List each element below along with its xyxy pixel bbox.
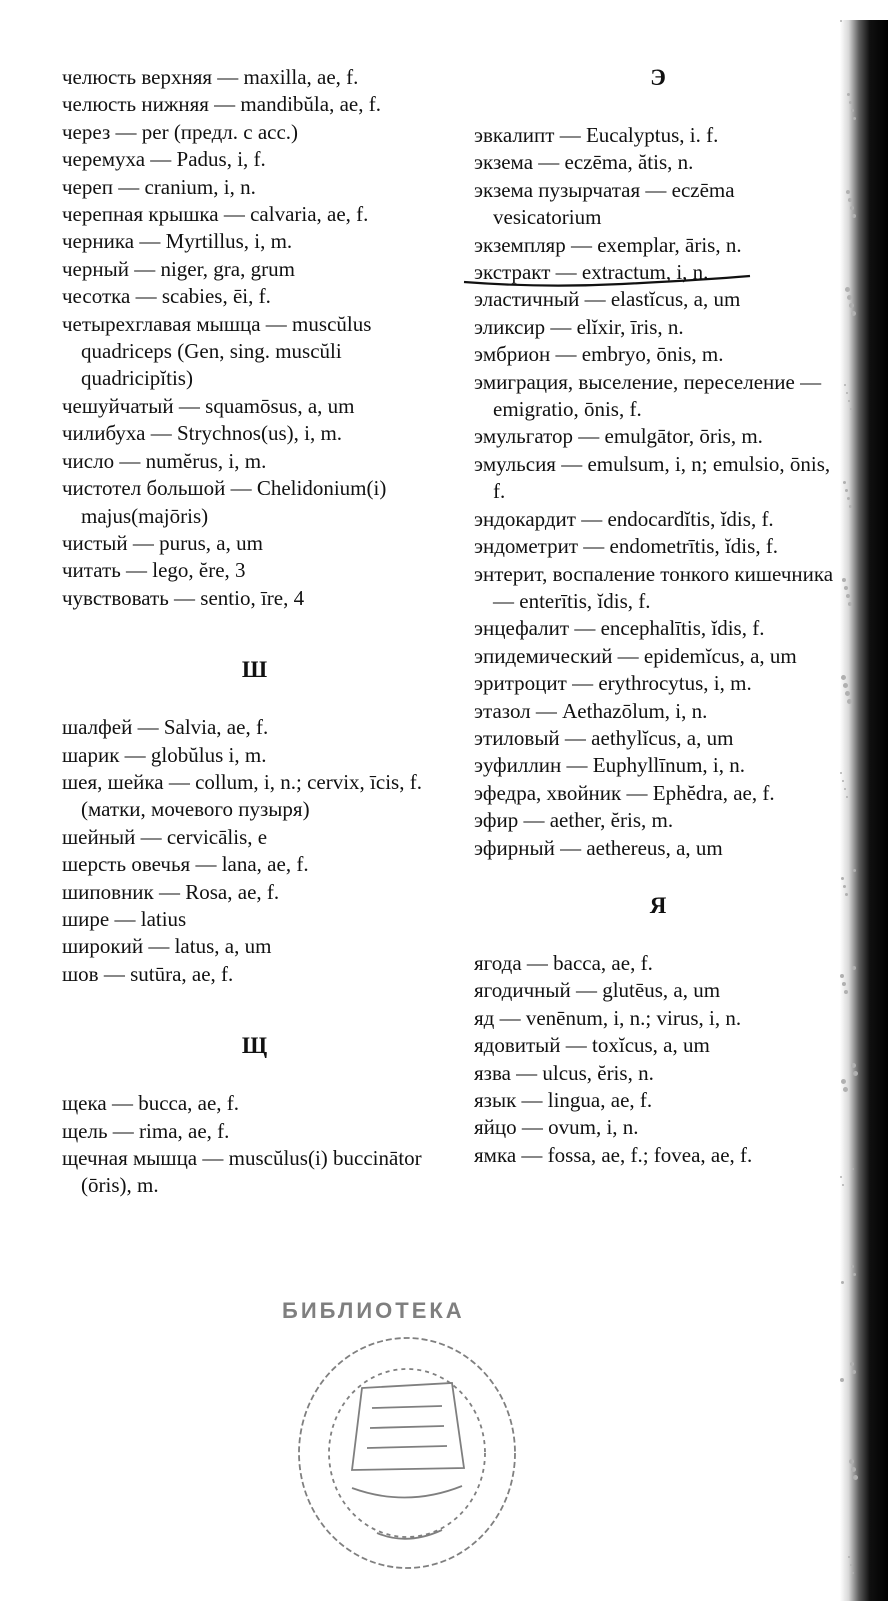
scan-noise-speck — [846, 796, 848, 798]
scan-noise-speck — [847, 699, 852, 704]
dictionary-entry: эликсир — elĭxir, īris, n. — [474, 314, 684, 339]
dictionary-entry: эпидемический — epidemĭcus, a, um — [474, 643, 797, 668]
scan-noise-speck — [848, 602, 852, 606]
scan-noise-speck — [844, 788, 846, 790]
scan-noise-speck — [846, 392, 848, 394]
scan-noise-speck — [840, 1378, 844, 1382]
scan-noise-speck — [843, 1087, 848, 1092]
scan-noise-speck — [844, 586, 848, 590]
scan-noise-speck — [851, 1265, 854, 1268]
dictionary-entry: яйцо — ovum, i, n. — [474, 1115, 639, 1140]
dictionary-entry: чилибуха — Strychnos(us), i, m. — [62, 421, 343, 446]
dictionary-entry: эмульсия — emulsum, i, n; emulsio, ōnis, f. — [474, 451, 831, 504]
dictionary-entry: челюсть нижняя — mandibŭla, ae, f. — [62, 92, 381, 117]
dictionary-entry: эфедра, хвойник — Ephĕdra, ae, f. — [474, 780, 775, 805]
scan-noise-speck — [841, 675, 846, 680]
dictionary-entry: экзема пузырчатая — eczēma vesicatorium — [474, 177, 735, 230]
scan-noise-speck — [851, 311, 856, 316]
scan-noise-speck — [841, 1281, 844, 1284]
scan-noise-speck — [841, 1079, 846, 1084]
scan-noise-speck — [847, 93, 850, 96]
dictionary-entry: чешуйчатый — squamōsus, a, um — [62, 393, 355, 418]
scan-noise-speck — [849, 1459, 854, 1464]
dictionary-entry: шерсть овечья — lana, ae, f. — [62, 852, 309, 877]
dictionary-entry: экземпляр — exemplar, āris, n. — [474, 232, 742, 257]
scan-noise-speck — [852, 966, 856, 970]
scan-noise-speck — [840, 974, 844, 978]
scan-noise-speck — [847, 497, 850, 500]
dictionary-entry: через — per (предл. с acc.) — [62, 119, 299, 144]
scan-noise-speck — [852, 1370, 856, 1374]
scan-noise-speck — [849, 303, 854, 308]
scan-noise-speck — [840, 20, 842, 22]
scan-noise-speck — [852, 214, 856, 218]
section-spacer — [62, 684, 447, 714]
dictionary-entry: щечная мышца — muscŭlus(i) buccinātor (ōris), m. — [62, 1146, 422, 1198]
scan-noise-speck — [842, 578, 846, 582]
dictionary-entry: широкий — latus, a, um — [62, 934, 272, 959]
section-spacer — [474, 92, 842, 122]
scan-noise-speck — [844, 990, 848, 994]
dictionary-entry: черепная крышка — calvaria, ae, f. — [62, 202, 369, 227]
scan-noise-speck — [840, 772, 842, 774]
dictionary-entry: эластичный — elastĭcus, a, um — [474, 287, 741, 312]
scan-noise-speck — [845, 691, 850, 696]
scan-noise-speck — [849, 101, 852, 104]
section-spacer — [62, 988, 447, 1032]
library-stamp — [282, 1298, 532, 1578]
scan-noise-speck — [849, 505, 852, 508]
dictionary-entry: читать — lego, ĕre, 3 — [62, 558, 246, 583]
scan-noise-speck — [844, 384, 846, 386]
scan-noise-speck — [853, 1475, 858, 1480]
scan-noise-speck — [848, 400, 850, 402]
dictionary-entry: эвкалипт — Eucalyptus, i. f. — [474, 123, 719, 147]
dictionary-entry: язва — ulcus, ĕris, n. — [474, 1060, 654, 1085]
dictionary-entry: черемуха — Padus, i, f. — [62, 147, 266, 172]
section-spacer — [474, 920, 842, 950]
scan-noise-speck — [847, 295, 852, 300]
scan-noise-speck — [845, 489, 848, 492]
stamp-text: БИБЛИОТЕКА — [282, 1298, 465, 1323]
dictionary-entry: щель — rima, ae, f. — [62, 1118, 230, 1143]
scan-noise-speck — [852, 1168, 854, 1170]
dictionary-entry: четырехглавая мышца — muscŭlus quadriceps (Gen, sing. muscŭli quadricipĭtis) — [62, 311, 372, 391]
dictionary-entry: эритроцит — erythrocytus, i, m. — [474, 671, 752, 696]
dictionary-entry: ядовитый — toxĭcus, a, um — [474, 1033, 710, 1058]
left-column — [62, 64, 447, 1200]
dictionary-entry: чувствовать — sentio, īre, 4 — [62, 585, 305, 610]
dictionary-entry: эндокардит — endocardĭtis, ĭdis, f. — [474, 506, 774, 531]
scan-noise-speck — [843, 683, 848, 688]
dictionary-entry: чесотка — scabies, ēi, f. — [62, 284, 271, 309]
section-letter-heading: Ш — [241, 657, 268, 683]
scan-noise-speck — [841, 877, 844, 880]
dictionary-entry: черный — niger, gra, grum — [62, 256, 295, 281]
scan-noise-speck — [853, 869, 856, 872]
scan-noise-speck — [842, 1184, 844, 1186]
scan-noise-speck — [848, 198, 852, 202]
section-spacer — [62, 612, 447, 656]
dictionary-entry: чистый — purus, a, um — [62, 530, 263, 555]
scan-noise-speck — [851, 1063, 856, 1068]
section-letter-heading: Я — [649, 892, 667, 918]
right-column — [474, 64, 842, 1169]
dictionary-entry: экзема — eczēma, ătis, n. — [474, 150, 694, 175]
scan-noise-speck — [843, 481, 846, 484]
dictionary-entry: челюсть верхняя — maxilla, ae, f. — [62, 65, 359, 89]
scan-noise-speck — [848, 1556, 850, 1558]
scan-noise-speck — [851, 109, 854, 112]
section-spacer — [474, 862, 842, 892]
dictionary-entry: черника — Myrtillus, i, m. — [62, 229, 293, 254]
dictionary-entry: язык — lingua, ae, f. — [474, 1088, 653, 1112]
dictionary-entry: шалфей — Salvia, ae, f. — [62, 715, 269, 740]
dictionary-entry: эфир — aether, ĕris, m. — [474, 808, 674, 833]
scan-noise-speck — [852, 1572, 854, 1574]
dictionary-entry: череп — cranium, i, n. — [62, 174, 256, 199]
scan-noise-speck — [842, 780, 844, 782]
dictionary-entry: яд — venēnum, i, n.; virus, i, n. — [474, 1005, 742, 1030]
scan-noise-speck — [846, 594, 850, 598]
scan-noise-speck — [853, 1071, 858, 1076]
scan-noise-speck — [850, 1564, 852, 1566]
scan-noise-speck — [853, 117, 856, 120]
dictionary-entry: чистотел большой — Chelidonium(i) majus(majōris) — [62, 476, 387, 528]
dictionary-entry: этиловый — aethylĭcus, a, um — [474, 725, 734, 750]
dictionary-entry: шиповник — Rosa, ae, f. — [62, 879, 280, 904]
scan-noise-speck — [843, 885, 846, 888]
dictionary-entry: число — numĕrus, i, m. — [62, 448, 267, 473]
scan-noise-speck — [842, 982, 846, 986]
dictionary-entry: шов — sutūra, ae, f. — [62, 961, 234, 986]
scan-noise-speck — [845, 893, 848, 896]
dictionary-entry: шейный — cervicālis, e — [62, 824, 268, 849]
dictionary-entry: ягода — bacca, ae, f. — [474, 950, 653, 975]
scan-edge-shadow — [840, 20, 888, 1601]
dictionary-entry: эфирный — aethereus, a, um — [474, 835, 723, 860]
dictionary-entry: шея, шейка — collum, i, n.; cervix, īcis, f. (матки, мочевого пузыря) — [62, 769, 422, 822]
scan-noise-speck — [850, 206, 854, 210]
scan-noise-speck — [845, 287, 850, 292]
dictionary-entry: эмульгатор — emulgātor, ōris, m. — [474, 424, 763, 449]
dictionary-entry: эмбрион — embryo, ōnis, m. — [474, 342, 724, 367]
dictionary-entry: эндометрит — endometrītis, ĭdis, f. — [474, 534, 779, 559]
dictionary-entry: ямка — fossa, ae, f.; fovea, ae, f. — [474, 1142, 753, 1167]
dictionary-entry: ягодичный — glutēus, a, um — [474, 978, 721, 1003]
dictionary-entry: шире — latius — [62, 906, 187, 931]
dictionary-entry: шарик — globŭlus i, m. — [62, 742, 267, 767]
dictionary-entry: эуфиллин — Euphyllīnum, i, n. — [474, 753, 746, 778]
scan-noise-speck — [840, 1176, 842, 1178]
pen-underline-mark — [462, 260, 752, 290]
section-letter-heading: Щ — [241, 1033, 268, 1059]
scan-noise-speck — [846, 190, 850, 194]
dictionary-entry: энцефалит — encephalītis, ĭdis, f. — [474, 616, 765, 641]
scan-noise-speck — [853, 1273, 856, 1276]
section-letter-heading: Э — [650, 65, 666, 90]
scan-noise-speck — [850, 408, 852, 410]
dictionary-entry: щека — bucca, ae, f. — [62, 1091, 240, 1116]
scan-noise-speck — [851, 1467, 856, 1472]
dictionary-entry: эмиграция, выселение, переселение — emigratio, ōnis, f. — [474, 369, 822, 422]
dictionary-entry: энтерит, воспаление тонкого кишечника — enterītis, ĭdis, f. — [474, 561, 834, 613]
scan-noise-speck — [850, 1362, 854, 1366]
dictionary-entry: этазол — Aethazōlum, i, n. — [474, 698, 708, 723]
dictionary-entry: экстракт — extractum, i, n. — [474, 260, 709, 285]
section-spacer — [62, 1060, 447, 1090]
